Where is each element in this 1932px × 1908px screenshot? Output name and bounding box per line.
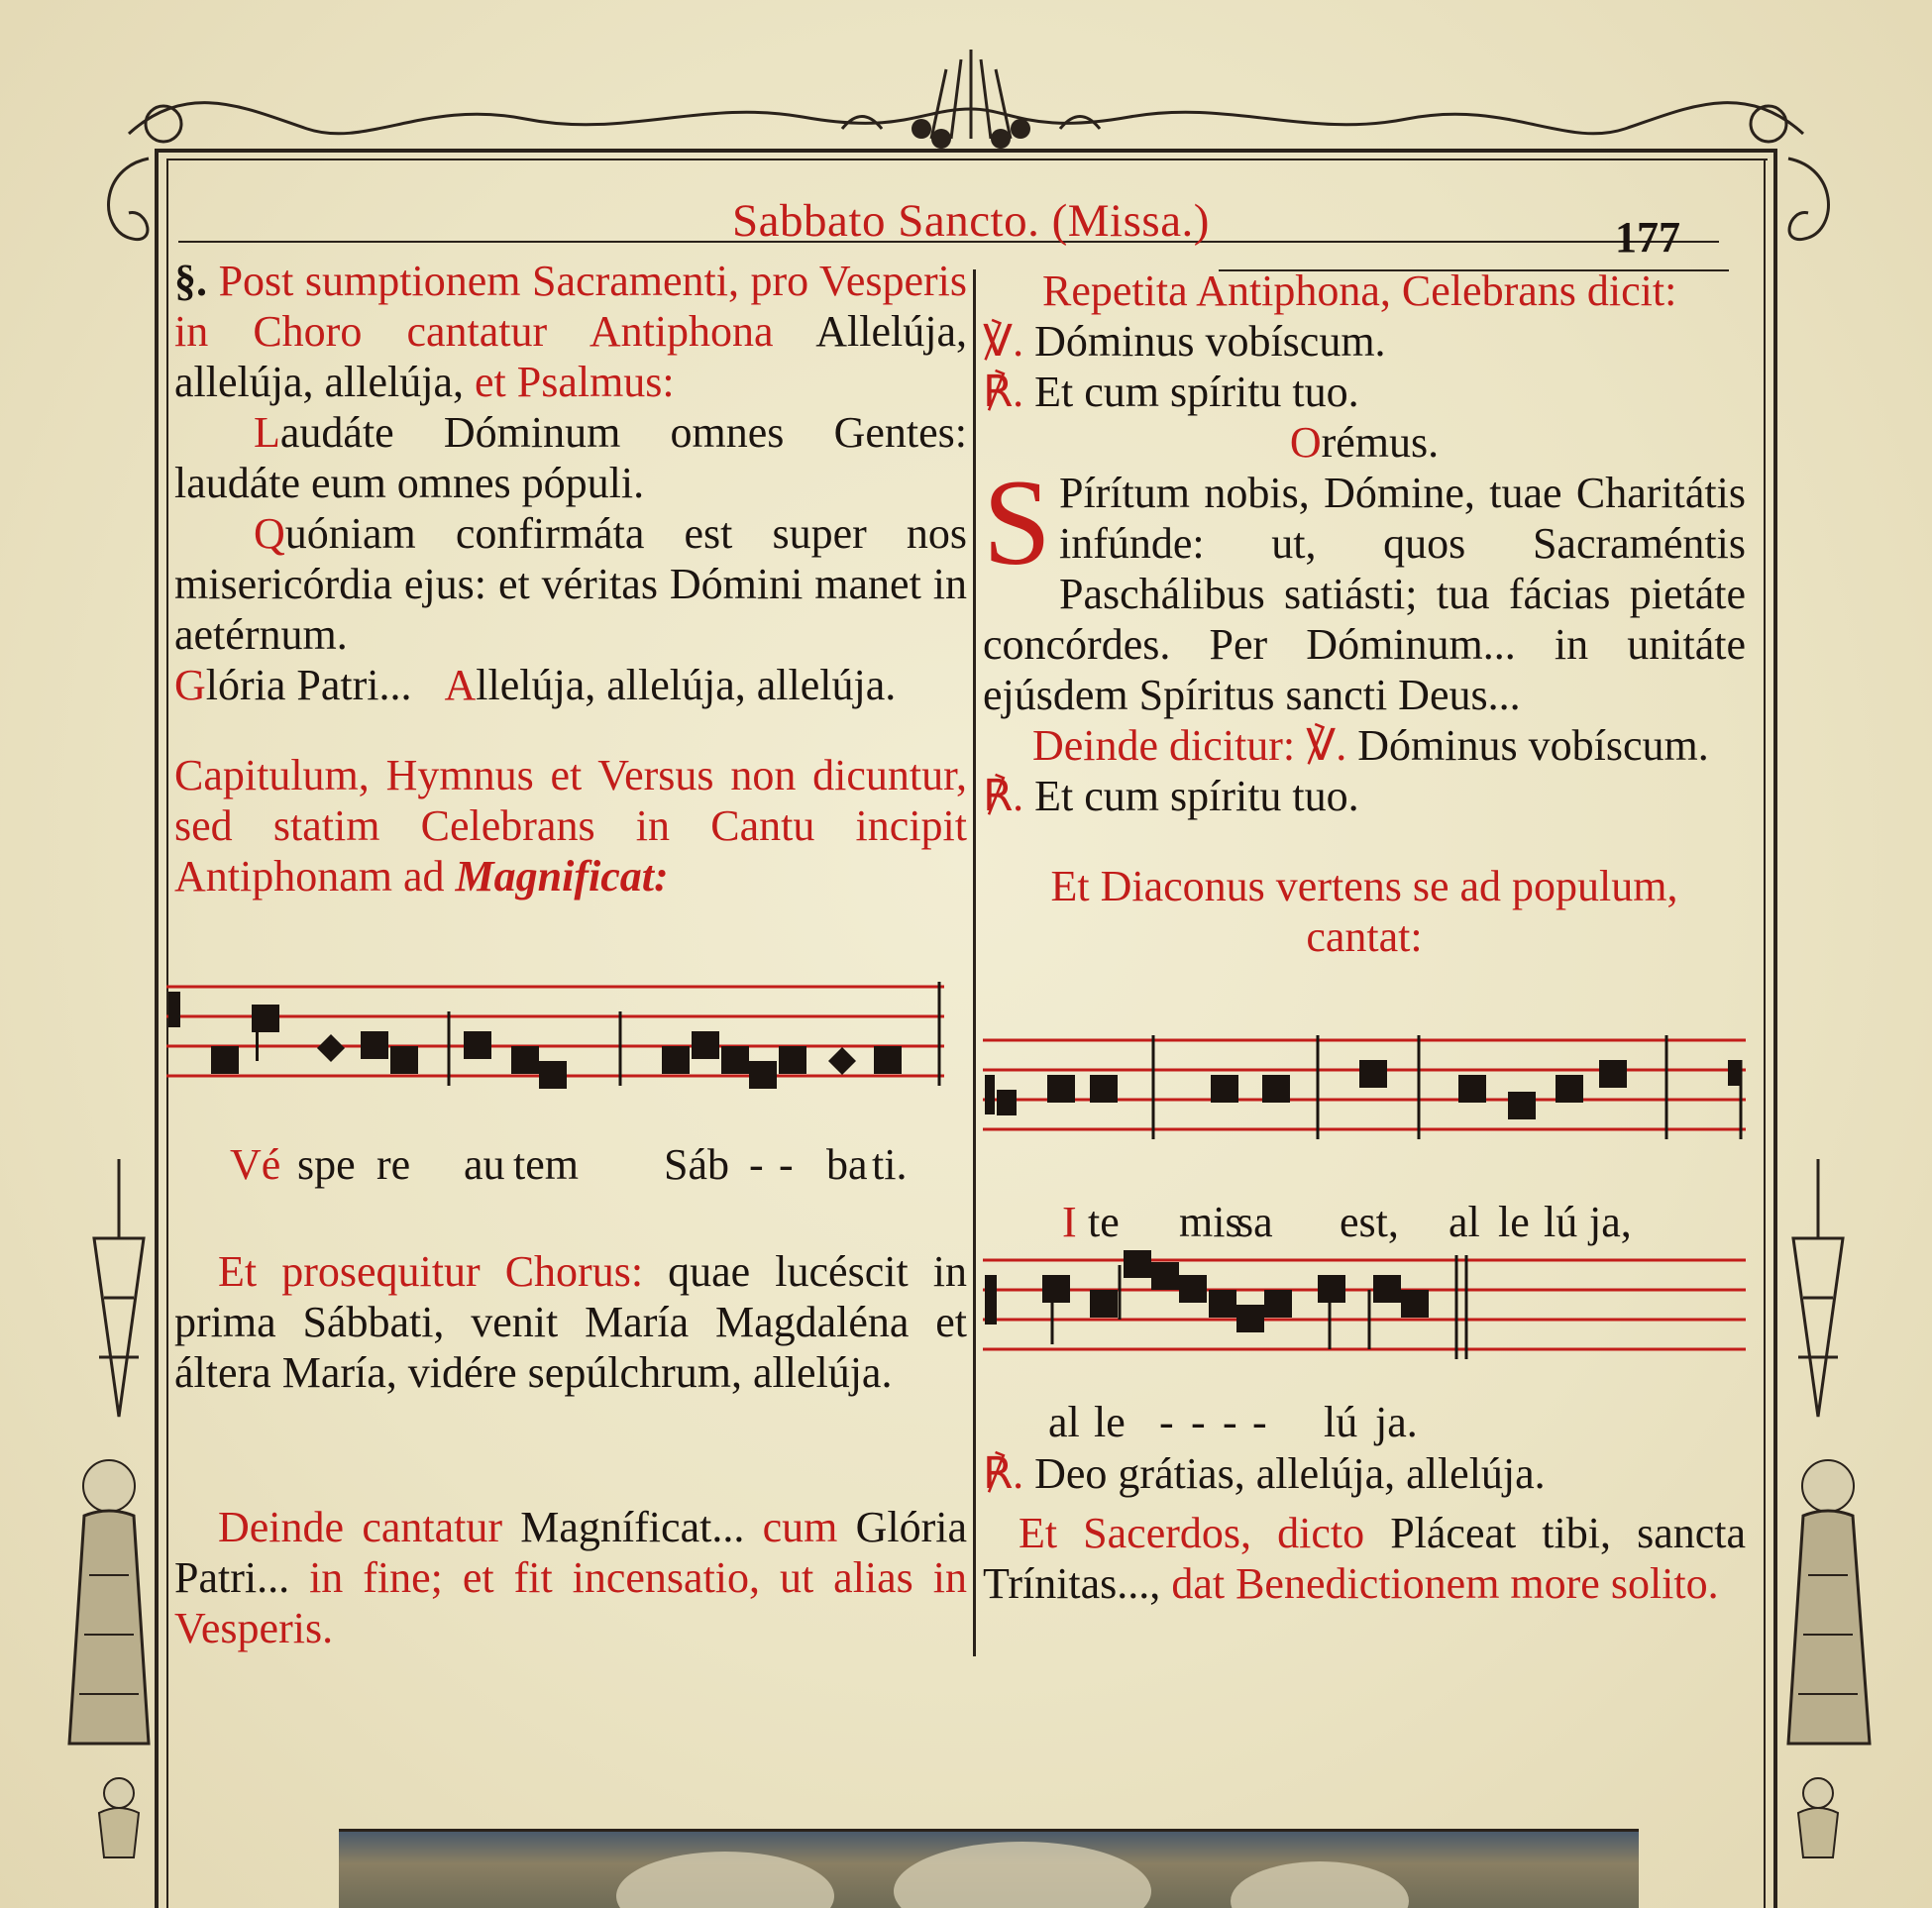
verse-text: audáte Dóminum omnes Gentes: laudáte eum omnes pópuli. (174, 408, 967, 507)
prayer-drop-cap: S (983, 455, 1051, 590)
response-text: Deo grátias, allelúja, allelúja. (1034, 1449, 1546, 1498)
rubric-post-sumptionem (174, 256, 967, 407)
rubric-text: Post sumptionem Sacramenti, pro Vesperis in Choro cantatur Antiphona (174, 257, 967, 356)
magnificat-rubric-block (174, 1502, 967, 1653)
frame-right-rule-inner (1764, 159, 1766, 1908)
syllable: tem (513, 1140, 579, 1189)
rubric-text: cum (762, 1503, 838, 1551)
syllable: re (376, 1140, 411, 1189)
syllable: ja. (1375, 1398, 1418, 1446)
syllable: ba (826, 1140, 868, 1189)
left-cherub-icon (89, 1773, 149, 1862)
syllable: Vé (230, 1140, 281, 1189)
psalm-verse-1 (174, 407, 967, 508)
lyrics-alleluia (983, 1397, 1746, 1456)
neumes (168, 992, 902, 1089)
syllable: te (1088, 1198, 1120, 1246)
cloud (1231, 1861, 1409, 1908)
chant-staff-alleluia (983, 1250, 1746, 1379)
alleluia-initial: A (444, 661, 477, 709)
syllable: - (779, 1140, 794, 1189)
syllable: - (1223, 1398, 1237, 1446)
right-pinnacle-icon (1783, 1159, 1853, 1417)
left-corner-scroll-icon (89, 149, 168, 287)
oremus-initial: O (1289, 418, 1322, 467)
right-cherub-icon (1788, 1773, 1848, 1862)
rubric-text: Deinde cantatur (218, 1503, 503, 1551)
gloria-text: Glória Patri... (174, 1503, 968, 1602)
right-column (983, 266, 1747, 1608)
gloria-patri-line (174, 660, 967, 710)
page-title: Sabbato Sancto. (Missa.) (732, 195, 1210, 247)
response-line-2 (983, 771, 1746, 821)
syllable: - (749, 1140, 764, 1189)
gloria-text: lória Patri... (205, 661, 412, 709)
verse-initial: Q (254, 509, 285, 558)
cloud (894, 1842, 1151, 1908)
oremus-text: rémus. (1321, 418, 1440, 467)
syllable: - (1159, 1398, 1174, 1446)
rubric-text: Deinde dicitur: (1032, 721, 1296, 770)
rubric-repetita: Repetita Antiphona, Celebrans dicit: (1042, 266, 1677, 315)
syllable: al (1048, 1398, 1080, 1446)
syllable: - (1252, 1398, 1267, 1446)
antiphon-text: Allelúja, allelúja, allelúja, (174, 307, 967, 406)
response-symbol: ℟. (983, 368, 1024, 416)
lyrics-ite-missa (983, 1197, 1746, 1256)
cloud (616, 1852, 834, 1908)
section-symbol: §. (174, 257, 207, 305)
engraved-illustration (339, 1829, 1639, 1908)
postcommunion-prayer (983, 455, 1746, 720)
response-symbol: ℟. (983, 772, 1024, 820)
syllable: lú (1544, 1198, 1578, 1246)
spacer (983, 821, 1746, 861)
response-text: Et cum spíritu tuo. (1034, 368, 1359, 416)
alleluia-text: llelúja, allelúja, allelúja. (476, 661, 897, 709)
magnificat-text: Magníficat... (520, 1503, 745, 1551)
syllable: le (1094, 1398, 1126, 1446)
psalm-rubric: et Psalmus: (474, 358, 675, 406)
chant-staff-ite-missa (983, 1030, 1746, 1159)
response-line (983, 367, 1746, 417)
rubric-text: in fine; et fit incensatio, ut alias in Vesperis. (174, 1553, 967, 1652)
rubric-text: dat Benedictionem more solito. (1171, 1559, 1719, 1608)
syllable: est, (1340, 1198, 1399, 1246)
syllable: lú (1324, 1398, 1358, 1446)
syllable: ja, (1589, 1198, 1632, 1246)
antiphon-text: quae lucéscit in prima Sábbati, venit María Magdaléna et áltera María, vidére sepúlchrum, allelúja. (174, 1247, 967, 1397)
chorus-antiphon (174, 1246, 967, 1398)
placeat-text: Pláceat tibi, sancta Trínitas..., (983, 1509, 1747, 1608)
left-saint-statue-icon (54, 1456, 159, 1753)
column-divider (973, 269, 976, 1656)
versicle-line (983, 316, 1746, 367)
syllable: le (1498, 1198, 1530, 1246)
gloria-initial: G (174, 661, 206, 709)
blessing-rubric (983, 1508, 1746, 1609)
syllable: spe (297, 1140, 356, 1189)
versicle-text: Dóminus vobíscum. (1357, 721, 1709, 770)
verse-text: uóniam confirmáta est super nos misericórdia ejus: et véritas Dómini manet in aetérnum. (174, 509, 967, 659)
versicle-text: Dóminus vobíscum. (1034, 317, 1386, 366)
prayer-text: Pírítum nobis, Dómine, tuae Charitátis infúnde: ut, quos Sacraméntis Paschálibus satiásti; tua fácias pietáte concórdes. Per Dóminum... in unitáte ejúsdem Spíritus sancti Deus... (983, 469, 1746, 719)
rubric-capitulum (174, 750, 967, 901)
syllable: I (1062, 1198, 1077, 1246)
verse-initial: L (254, 408, 280, 457)
response-symbol: ℟. (983, 1449, 1024, 1498)
syllable: sa (1236, 1198, 1273, 1246)
magnificat-rubric: Magnificat: (455, 852, 669, 901)
syllable: Sáb (664, 1140, 729, 1189)
syllable: mis (1179, 1198, 1242, 1246)
psalm-verse-2 (174, 508, 967, 660)
left-pinnacle-icon (84, 1159, 154, 1417)
rubric-text: Capitulum, Hymnus et Versus non dicuntur, sed statim Celebrans in Cantu incipit Antiphonam ad (174, 751, 967, 901)
page-number: 177 (1615, 213, 1680, 262)
rubric-diaconus: Et Diaconus vertens se ad populum, cantat: (1050, 862, 1678, 961)
versicle-symbol: ℣. (1306, 721, 1347, 770)
top-vine-ornament-icon (109, 40, 1823, 168)
right-corner-scroll-icon (1769, 149, 1848, 307)
deo-gratias-line (983, 1448, 1746, 1499)
response-text: Et cum spíritu tuo. (1034, 772, 1359, 820)
syllable: au (464, 1140, 505, 1189)
deinde-dicitur-line (983, 720, 1746, 771)
oremus-line (983, 417, 1746, 468)
rubric-text: Et Sacerdos, dicto (1019, 1509, 1365, 1557)
syllable: ti. (872, 1140, 908, 1189)
left-column (174, 256, 968, 1652)
versicle-symbol: ℣. (983, 317, 1024, 366)
frame-right-rule (1773, 149, 1777, 1908)
right-madonna-statue-icon (1778, 1456, 1882, 1753)
spacer (174, 710, 967, 750)
syllable: - (1191, 1398, 1206, 1446)
lyrics-vespere (174, 1139, 957, 1199)
syllable: al (1449, 1198, 1480, 1246)
chant-staff-vespere (166, 977, 949, 1106)
rubric-text: Et prosequitur Chorus: (218, 1247, 644, 1296)
